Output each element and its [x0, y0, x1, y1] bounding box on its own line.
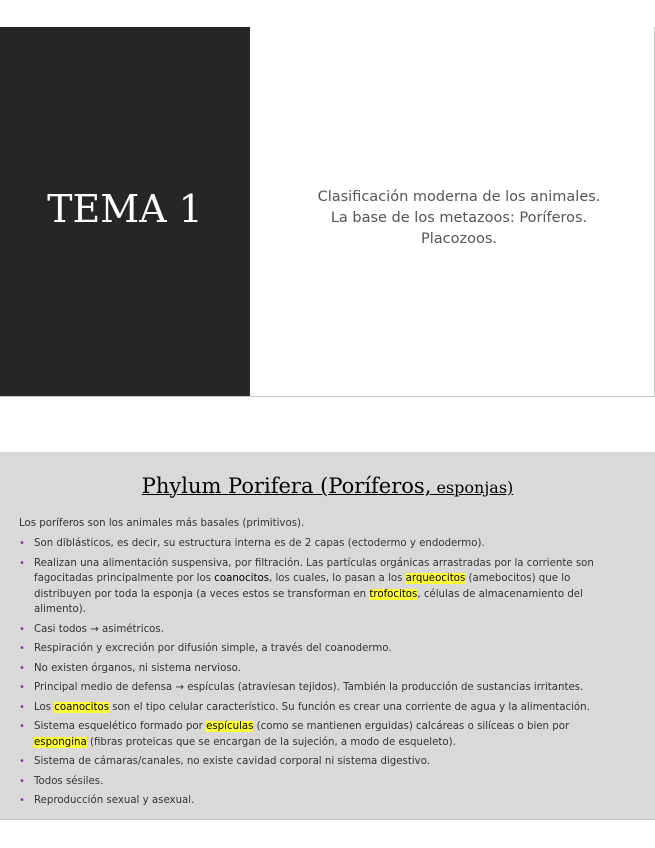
list-item	[19, 536, 619, 552]
list-item-text: Todos sésiles.	[34, 775, 104, 787]
subtitle-line: Placozoos.	[420, 231, 498, 247]
highlight-trofocitos: trofocitos	[369, 588, 418, 600]
bullet-icon: •	[19, 701, 25, 713]
bullet-icon: •	[19, 557, 25, 569]
bullet-icon: •	[19, 643, 25, 654]
list-item-text: Reproducción sexual y asexual.	[34, 795, 195, 806]
list-item	[19, 774, 619, 790]
list-item	[19, 754, 619, 770]
list-item-text: (como se mantienen erguidas) calcáreas o silíceas o bien por	[253, 721, 570, 732]
list-item-text: son el tipo celular característico. Su función es crear una corriente de agua y la alimentación.	[109, 701, 590, 713]
title-slide	[0, 27, 655, 397]
list-item-text: Los	[34, 701, 55, 713]
list-item-text: Sistema esquelético formado por	[34, 721, 207, 732]
slide-subtitle	[262, 187, 655, 250]
highlight-espongina: espongina	[34, 736, 87, 748]
list-item	[19, 719, 619, 750]
list-item-text: , los cuales, lo pasan a los	[269, 573, 406, 584]
content-slide	[0, 452, 655, 820]
subtitle-line: La base de los metazoos: Poríferos.	[330, 210, 588, 226]
list-item-text: Son diblásticos, es decir, su estructura interna es de 2 capas (ectodermo y endodermo).	[34, 538, 485, 549]
bullet-icon: •	[19, 623, 25, 635]
list-item-text: (amebocitos) que lo distribuyen por toda la esponja (a veces estos se transforman en	[34, 573, 571, 600]
bullet-list	[19, 536, 619, 813]
bullet-icon: •	[19, 682, 25, 693]
list-item-text: Casi todos → asimétricos.	[34, 623, 164, 635]
list-item	[19, 661, 619, 677]
bullet-icon: •	[19, 662, 25, 674]
slide-title: TEMA 1	[47, 187, 203, 231]
subtitle-line: Clasificación moderna de los animales.	[317, 189, 601, 205]
list-item	[19, 556, 619, 618]
highlight-coanocitos: coanocitos	[54, 701, 110, 713]
slide-heading	[0, 474, 655, 498]
list-item	[19, 793, 619, 809]
intro-text: Los poríferos son los animales más basales (primitivos).	[19, 518, 305, 529]
term-coanocitos: coanocitos	[214, 573, 269, 584]
list-item-text: (fibras proteicas que se encargan de la sujeción, a modo de esqueleto).	[86, 736, 456, 748]
list-item-text: Sistema de cámaras/canales, no existe cavidad corporal ni sistema digestivo.	[34, 756, 430, 767]
list-item-text: Principal medio de defensa → espículas (atraviesan tejidos). También la producción de sustancias irritantes.	[34, 682, 584, 693]
highlight-arqueocitos: arqueocitos	[405, 573, 466, 584]
heading-main: Phylum Porifera (Poríferos,	[141, 474, 432, 498]
list-item	[19, 700, 619, 716]
bullet-icon: •	[19, 795, 25, 806]
list-item-text: Realizan una alimentación suspensiva, por filtración. Las partículas orgánicas arrastradas por la corriente son fagocitadas principalmente por los	[34, 557, 594, 584]
highlight-espiculas: espículas	[206, 721, 254, 732]
list-item	[19, 622, 619, 638]
bullet-icon: •	[19, 775, 25, 787]
list-item-text: Respiración y excreción por difusión simple, a través del coanodermo.	[34, 643, 392, 654]
bullet-icon: •	[19, 756, 25, 767]
list-item	[19, 680, 619, 696]
bullet-icon: •	[19, 538, 25, 549]
bullet-icon: •	[19, 721, 25, 732]
list-item	[19, 641, 619, 657]
list-item-text: , células de almacenamiento del alimento).	[34, 588, 583, 615]
heading-small: esponjas)	[431, 478, 514, 497]
list-item-text: No existen órganos, ni sistema nervioso.	[34, 662, 241, 674]
